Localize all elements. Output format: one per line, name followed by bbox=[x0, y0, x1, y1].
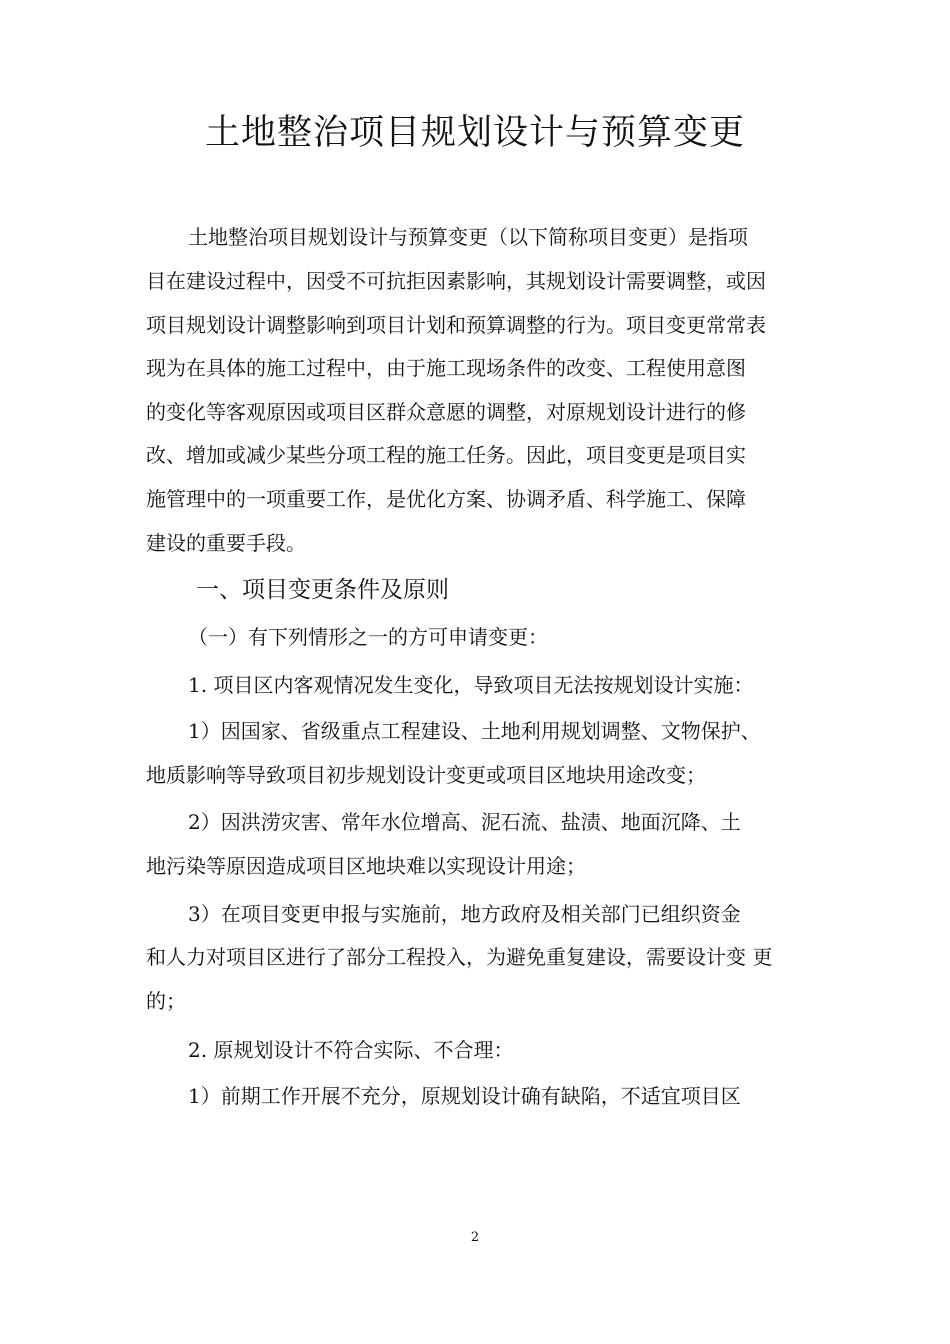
list-item: 1. 项目区内客观情况发生变化，导致项目无法按规划设计实施： bbox=[188, 673, 754, 697]
document-title: 土地整治项目规划设计与预算变更 bbox=[204, 113, 745, 153]
list-item: 和人力对项目区进行了部分工程投入，为避免重复建设，需要设计变 更 bbox=[146, 945, 773, 969]
subsection-heading: （一）有下列情形之一的方可申请变更： bbox=[188, 625, 548, 649]
list-item: 的； bbox=[146, 989, 186, 1013]
intro-line: 建设的重要手段。 bbox=[146, 531, 306, 555]
intro-line: 土地整治项目规划设计与预算变更（以下简称项目变更）是指项 bbox=[188, 225, 748, 249]
intro-line: 改、增加或减少某些分项工程的施工任务。因此，项目变更是项目实 bbox=[146, 443, 746, 467]
section-heading: 一、项目变更条件及原则 bbox=[196, 577, 449, 603]
intro-line: 现为在具体的施工过程中，由于施工现场条件的改变、工程使用意图 bbox=[146, 356, 746, 380]
list-item: 地质影响等导致项目初步规划设计变更或项目区地块用途改变； bbox=[146, 763, 706, 787]
list-item: 1）因国家、省级重点工程建设、土地利用规划调整、文物保护、 bbox=[188, 719, 761, 743]
intro-line: 施管理中的一项重要工作，是优化方案、协调矛盾、科学施工、保障 bbox=[146, 487, 746, 511]
intro-line: 的变化等客观原因或项目区群众意愿的调整，对原规划设计进行的修 bbox=[146, 400, 746, 424]
list-item: 1）前期工作开展不充分，原规划设计确有缺陷，不适宜项目区 bbox=[188, 1084, 741, 1108]
list-item: 2. 原规划设计不符合实际、不合理： bbox=[188, 1038, 514, 1062]
list-item: 3）在项目变更申报与实施前，地方政府及相关部门已组织资金 bbox=[188, 902, 741, 926]
list-item: 地污染等原因造成项目区地块难以实现设计用途； bbox=[146, 854, 586, 878]
list-item: 2）因洪涝灾害、常年水位增高、泥石流、盐渍、地面沉降、土 bbox=[188, 810, 741, 834]
page-number: 2 bbox=[470, 1230, 480, 1245]
intro-line: 项目规划设计调整影响到项目计划和预算调整的行为。项目变更常常表 bbox=[146, 313, 766, 337]
intro-line: 目在建设过程中，因受不可抗拒因素影响，其规划设计需要调整，或因 bbox=[146, 269, 766, 293]
